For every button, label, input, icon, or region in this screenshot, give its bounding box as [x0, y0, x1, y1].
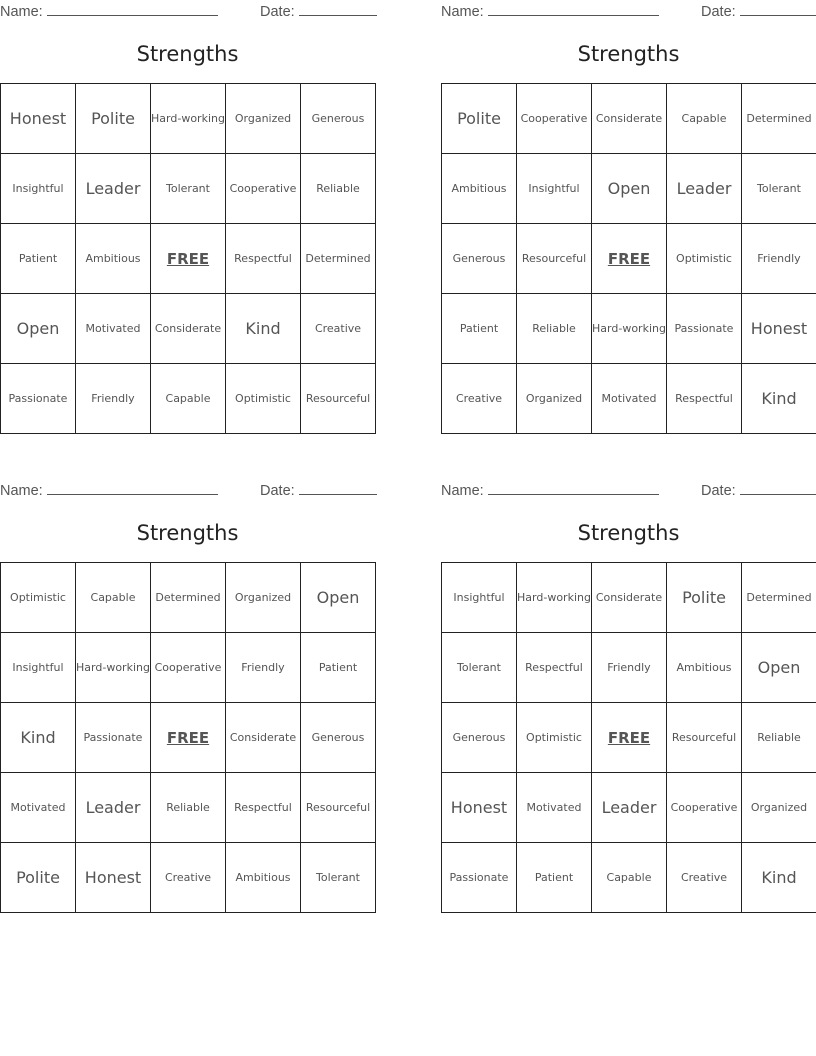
grid-cell: Hard-working	[151, 84, 226, 154]
grid-row	[442, 563, 816, 633]
grid-cell: Determined	[151, 563, 226, 633]
grid-cell: Tolerant	[442, 633, 517, 703]
grid-cell: Patient	[1, 224, 76, 294]
name-label: Name:	[441, 483, 484, 499]
grid-cell: Resourceful	[301, 364, 376, 434]
grid-cell: Reliable	[517, 294, 592, 364]
grid-cell: Open	[301, 563, 376, 633]
grid-cell: Motivated	[592, 364, 667, 434]
bingo-grid	[0, 83, 376, 434]
grid-cell: Determined	[742, 563, 816, 633]
grid-cell: Determined	[301, 224, 376, 294]
grid-cell: Organized	[226, 84, 301, 154]
grid-cell: Friendly	[592, 633, 667, 703]
card-title: Strengths	[136, 42, 239, 66]
grid-cell: Tolerant	[742, 154, 816, 224]
grid-cell: Capable	[151, 364, 226, 434]
name-blank	[47, 481, 218, 495]
grid-cell: Resourceful	[667, 703, 742, 773]
grid-cell: Passionate	[76, 703, 151, 773]
grid-cell: Insightful	[517, 154, 592, 224]
card-title: Strengths	[577, 521, 680, 545]
grid-cell: Capable	[76, 563, 151, 633]
grid-cell: Patient	[517, 843, 592, 913]
grid-cell: Passionate	[1, 364, 76, 434]
grid-cell: Hard-working	[517, 563, 592, 633]
grid-cell: Organized	[742, 773, 816, 843]
grid-cell: Reliable	[742, 703, 816, 773]
date-blank	[740, 481, 816, 495]
grid-cell: Polite	[76, 84, 151, 154]
grid-row	[1, 84, 376, 154]
grid-cell: Optimistic	[1, 563, 76, 633]
grid-row	[442, 843, 816, 913]
date-blank	[740, 2, 816, 16]
grid-cell: Insightful	[442, 563, 517, 633]
grid-cell: Generous	[442, 224, 517, 294]
grid-cell: Leader	[667, 154, 742, 224]
grid-cell: Patient	[301, 633, 376, 703]
name-label: Name:	[441, 4, 484, 20]
name-label: Name:	[0, 4, 43, 20]
grid-cell: Tolerant	[151, 154, 226, 224]
grid-cell: Generous	[301, 84, 376, 154]
grid-cell: Insightful	[1, 154, 76, 224]
grid-row	[1, 703, 376, 773]
grid-cell: Capable	[592, 843, 667, 913]
card-title: Strengths	[136, 521, 239, 545]
free-space-cell: FREE	[151, 703, 226, 773]
grid-cell: Considerate	[151, 294, 226, 364]
date-label: Date:	[701, 4, 736, 20]
grid-cell: Considerate	[226, 703, 301, 773]
grid-cell: Motivated	[76, 294, 151, 364]
grid-row	[1, 633, 376, 703]
grid-cell: Honest	[76, 843, 151, 913]
grid-cell: Honest	[442, 773, 517, 843]
grid-row	[1, 224, 376, 294]
grid-cell: Patient	[442, 294, 517, 364]
card-header	[0, 0, 375, 22]
grid-cell: Considerate	[592, 563, 667, 633]
grid-cell: Determined	[742, 84, 816, 154]
grid-row	[442, 773, 816, 843]
free-space-cell: FREE	[592, 224, 667, 294]
grid-cell: Ambitious	[442, 154, 517, 224]
grid-cell: Respectful	[226, 773, 301, 843]
grid-row	[1, 364, 376, 434]
card-header	[441, 0, 816, 22]
bingo-card-2	[441, 0, 816, 408]
date-label: Date:	[701, 483, 736, 499]
grid-cell: Generous	[301, 703, 376, 773]
grid-cell: Creative	[667, 843, 742, 913]
grid-cell: Generous	[442, 703, 517, 773]
grid-cell: Honest	[742, 294, 816, 364]
grid-row	[1, 294, 376, 364]
grid-cell: Resourceful	[301, 773, 376, 843]
grid-cell: Cooperative	[517, 84, 592, 154]
grid-cell: Ambitious	[76, 224, 151, 294]
grid-cell: Resourceful	[517, 224, 592, 294]
grid-row	[1, 154, 376, 224]
grid-cell: Ambitious	[226, 843, 301, 913]
grid-cell: Leader	[76, 773, 151, 843]
grid-cell: Honest	[1, 84, 76, 154]
bingo-card-1	[0, 0, 375, 405]
grid-cell: Kind	[742, 364, 816, 434]
grid-cell: Hard-working	[592, 294, 667, 364]
grid-cell: Friendly	[76, 364, 151, 434]
name-blank	[47, 2, 218, 16]
grid-cell: Polite	[1, 843, 76, 913]
bingo-grid	[441, 83, 816, 434]
card-title: Strengths	[577, 42, 680, 66]
date-blank	[299, 481, 377, 495]
grid-cell: Organized	[226, 563, 301, 633]
grid-cell: Tolerant	[301, 843, 376, 913]
grid-row	[442, 224, 816, 294]
card-header	[0, 479, 375, 501]
grid-cell: Polite	[442, 84, 517, 154]
grid-cell: Reliable	[301, 154, 376, 224]
date-label: Date:	[260, 4, 295, 20]
grid-cell: Friendly	[742, 224, 816, 294]
bingo-grid	[0, 562, 376, 913]
name-blank	[488, 481, 659, 495]
grid-row	[442, 154, 816, 224]
grid-row	[442, 633, 816, 703]
grid-row	[1, 843, 376, 913]
grid-cell: Creative	[442, 364, 517, 434]
grid-cell: Creative	[301, 294, 376, 364]
grid-row	[1, 773, 376, 843]
grid-cell: Passionate	[442, 843, 517, 913]
grid-cell: Creative	[151, 843, 226, 913]
grid-row	[442, 294, 816, 364]
grid-cell: Respectful	[667, 364, 742, 434]
grid-row	[442, 364, 816, 434]
date-label: Date:	[260, 483, 295, 499]
grid-cell: Kind	[226, 294, 301, 364]
grid-cell: Respectful	[226, 224, 301, 294]
grid-cell: Leader	[592, 773, 667, 843]
grid-cell: Considerate	[592, 84, 667, 154]
grid-cell: Cooperative	[226, 154, 301, 224]
grid-cell: Open	[592, 154, 667, 224]
grid-cell: Organized	[517, 364, 592, 434]
grid-cell: Kind	[742, 843, 816, 913]
grid-cell: Open	[1, 294, 76, 364]
grid-cell: Motivated	[517, 773, 592, 843]
grid-cell: Insightful	[1, 633, 76, 703]
date-blank	[299, 2, 377, 16]
grid-cell: Capable	[667, 84, 742, 154]
grid-cell: Open	[742, 633, 816, 703]
grid-cell: Optimistic	[667, 224, 742, 294]
grid-row	[1, 563, 376, 633]
bingo-card-4	[441, 479, 816, 887]
grid-cell: Motivated	[1, 773, 76, 843]
grid-cell: Optimistic	[517, 703, 592, 773]
name-label: Name:	[0, 483, 43, 499]
grid-row	[442, 84, 816, 154]
card-header	[441, 479, 816, 501]
bingo-card-3	[0, 479, 375, 887]
grid-cell: Ambitious	[667, 633, 742, 703]
grid-cell: Reliable	[151, 773, 226, 843]
grid-cell: Kind	[1, 703, 76, 773]
grid-cell: Polite	[667, 563, 742, 633]
free-space-cell: FREE	[592, 703, 667, 773]
grid-cell: Hard-working	[76, 633, 151, 703]
grid-cell: Leader	[76, 154, 151, 224]
name-blank	[488, 2, 659, 16]
grid-cell: Cooperative	[667, 773, 742, 843]
grid-cell: Passionate	[667, 294, 742, 364]
bingo-grid	[441, 562, 816, 913]
grid-cell: Friendly	[226, 633, 301, 703]
grid-cell: Optimistic	[226, 364, 301, 434]
grid-row	[442, 703, 816, 773]
grid-cell: Cooperative	[151, 633, 226, 703]
free-space-cell: FREE	[151, 224, 226, 294]
grid-cell: Respectful	[517, 633, 592, 703]
